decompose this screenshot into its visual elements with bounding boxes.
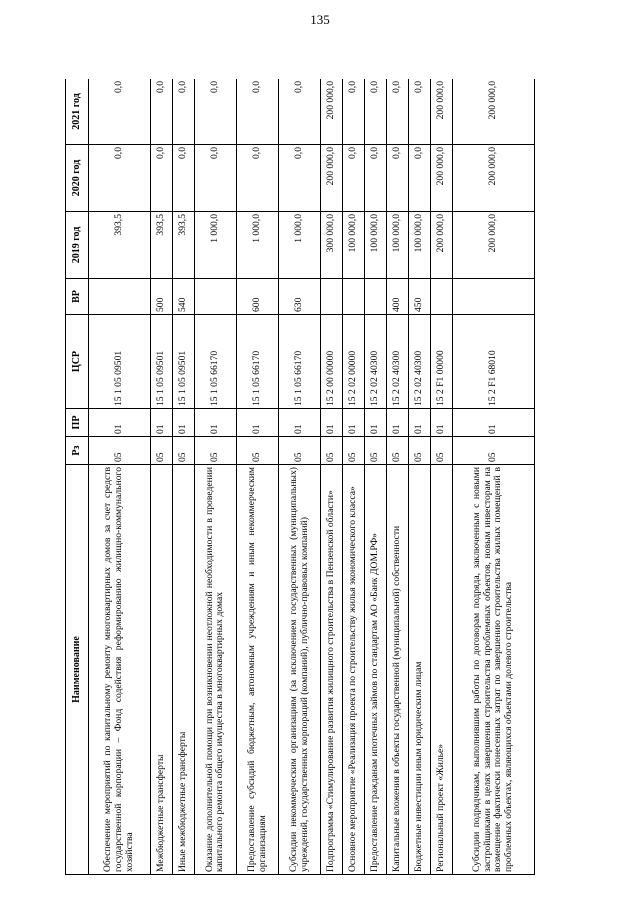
- table-row: [452, 79, 534, 875]
- row-csr: 15 1 05 66170: [194, 315, 236, 409]
- row-2019: 1 000,0: [194, 212, 236, 279]
- row-vr: 450: [408, 279, 430, 315]
- row-name: Иные межбюджетные трансферты: [173, 465, 195, 875]
- row-2019: 393,5: [173, 212, 195, 279]
- row-pr: 01: [364, 409, 386, 437]
- header-rz: Рз: [66, 437, 89, 465]
- row-rz: 05: [151, 437, 173, 465]
- row-vr: 600: [237, 279, 279, 315]
- header-2021: 2021 год: [66, 79, 89, 145]
- row-vr: [321, 279, 343, 315]
- row-2020: 200 000,0: [452, 145, 534, 212]
- row-rz: 05: [237, 437, 279, 465]
- table-header-row: [66, 79, 89, 875]
- header-name: Наименование: [66, 465, 89, 875]
- table-row: [194, 79, 236, 875]
- budget-table: [65, 79, 535, 875]
- row-name: Субсидии некоммерческим организациям (за исключением государственных (муниципальных) учреждений, государственных корпораций (компаний), публично-правовых компаний): [279, 465, 321, 875]
- row-2021: 0,0: [408, 79, 430, 145]
- row-name: Основное мероприятие «Реализация проекта по строительству жилья экономического класса»: [342, 465, 364, 875]
- row-rz: 05: [364, 437, 386, 465]
- row-rz: 05: [342, 437, 364, 465]
- row-vr: [89, 279, 151, 315]
- row-pr: 01: [408, 409, 430, 437]
- header-2020: 2020 год: [66, 145, 89, 212]
- row-rz: 05: [386, 437, 408, 465]
- row-name: Предоставление субсидий бюджетным, автономным учреждениям и иным некоммерческим организациям: [237, 465, 279, 875]
- row-csr: 15 2 02 40300: [364, 315, 386, 409]
- row-2020: 200 000,0: [321, 145, 343, 212]
- row-2021: 0,0: [173, 79, 195, 145]
- row-2021: 0,0: [342, 79, 364, 145]
- row-2021: 0,0: [386, 79, 408, 145]
- row-pr: 01: [452, 409, 534, 437]
- row-2021: 200 000,0: [430, 79, 452, 145]
- row-2019: 100 000,0: [364, 212, 386, 279]
- row-rz: 05: [173, 437, 195, 465]
- row-2019: 100 000,0: [342, 212, 364, 279]
- row-2020: 0,0: [173, 145, 195, 212]
- row-2020: 0,0: [194, 145, 236, 212]
- row-vr: 540: [173, 279, 195, 315]
- row-2019: 1 000,0: [279, 212, 321, 279]
- row-csr: 15 2 00 00000: [321, 315, 343, 409]
- row-2019: 393,5: [89, 212, 151, 279]
- header-csr: ЦСР: [66, 315, 89, 409]
- row-pr: 01: [321, 409, 343, 437]
- row-name: Предоставление гражданам ипотечных займов по стандартам АО «Банк ДОМ.РФ»: [364, 465, 386, 875]
- row-pr: 01: [279, 409, 321, 437]
- row-rz: 05: [430, 437, 452, 465]
- row-2019: 300 000,0: [321, 212, 343, 279]
- row-name: Обеспечение мероприятий по капитальному ремонту многоквартирных домов за счет средств государственной корпорации – Фонд содействия реформированию жилищно-коммунального хозяйства: [89, 465, 151, 875]
- row-csr: 15 1 05 09501: [89, 315, 151, 409]
- row-csr: 15 2 F1 00000: [430, 315, 452, 409]
- row-2019: 200 000,0: [452, 212, 534, 279]
- row-vr: 500: [151, 279, 173, 315]
- row-pr: 01: [173, 409, 195, 437]
- row-2021: 0,0: [237, 79, 279, 145]
- header-pr: ПР: [66, 409, 89, 437]
- row-csr: 15 2 02 40300: [408, 315, 430, 409]
- row-rz: 05: [321, 437, 343, 465]
- row-2020: 0,0: [386, 145, 408, 212]
- row-csr: 15 2 F1 68010: [452, 315, 534, 409]
- row-rz: 05: [89, 437, 151, 465]
- row-2019: 200 000,0: [430, 212, 452, 279]
- row-name: Бюджетные инвестиции иным юридическим лицам: [408, 465, 430, 875]
- row-vr: [194, 279, 236, 315]
- row-2021: 0,0: [89, 79, 151, 145]
- row-2020: 0,0: [279, 145, 321, 212]
- row-2020: 200 000,0: [430, 145, 452, 212]
- row-2021: 0,0: [364, 79, 386, 145]
- row-name: Межбюджетные трансферты: [151, 465, 173, 875]
- table-row: [173, 79, 195, 875]
- row-2020: 0,0: [237, 145, 279, 212]
- row-pr: 01: [194, 409, 236, 437]
- row-rz: 05: [194, 437, 236, 465]
- row-csr: 15 1 05 66170: [279, 315, 321, 409]
- row-vr: [364, 279, 386, 315]
- table-row: [408, 79, 430, 875]
- row-name: Капитальные вложения в объекты государственной (муниципальной) собственности: [386, 465, 408, 875]
- row-2019: 393,5: [151, 212, 173, 279]
- table-row: [151, 79, 173, 875]
- row-pr: 01: [151, 409, 173, 437]
- row-2021: 200 000,0: [321, 79, 343, 145]
- row-pr: 01: [89, 409, 151, 437]
- row-2020: 0,0: [408, 145, 430, 212]
- row-rz: 05: [452, 437, 534, 465]
- row-2021: 200 000,0: [452, 79, 534, 145]
- row-rz: 05: [279, 437, 321, 465]
- row-name: Подпрограмма «Стимулирование развития жилищного строительства в Пензенской области»: [321, 465, 343, 875]
- row-2021: 0,0: [151, 79, 173, 145]
- row-csr: 15 2 02 40300: [386, 315, 408, 409]
- row-vr: [342, 279, 364, 315]
- row-pr: 01: [342, 409, 364, 437]
- header-vr: ВР: [66, 279, 89, 315]
- row-2019: 1 000,0: [237, 212, 279, 279]
- page-number: 135: [310, 12, 330, 27]
- row-pr: 01: [386, 409, 408, 437]
- table-row: [89, 79, 151, 875]
- row-csr: 15 1 05 09501: [173, 315, 195, 409]
- row-name: Оказание дополнительной помощи при возникновении неотложной необходимости в проведении капитального ремонта общего имущества в многоквартирных домах: [194, 465, 236, 875]
- row-vr: [430, 279, 452, 315]
- row-rz: 05: [408, 437, 430, 465]
- row-vr: 630: [279, 279, 321, 315]
- row-2020: 0,0: [151, 145, 173, 212]
- row-2021: 0,0: [279, 79, 321, 145]
- row-2020: 0,0: [89, 145, 151, 212]
- row-2019: 100 000,0: [408, 212, 430, 279]
- row-2020: 0,0: [342, 145, 364, 212]
- header-2019: 2019 год: [66, 212, 89, 279]
- row-pr: 01: [430, 409, 452, 437]
- table-row: [430, 79, 452, 875]
- row-pr: 01: [237, 409, 279, 437]
- table-row: [279, 79, 321, 875]
- row-vr: [452, 279, 534, 315]
- row-name: Региональный проект «Жилье»: [430, 465, 452, 875]
- row-2021: 0,0: [194, 79, 236, 145]
- row-csr: 15 2 02 00000: [342, 315, 364, 409]
- row-2019: 100 000,0: [386, 212, 408, 279]
- row-vr: 400: [386, 279, 408, 315]
- row-2020: 0,0: [364, 145, 386, 212]
- table-row: [386, 79, 408, 875]
- row-name: Субсидии подрядчикам, выполнившим работы по договорам подряда, заключенным с новыми застройщиками в целях завершения строительства проблемных объектов, новым инвесторам на возмещение фактически понесенных затрат по завершению строительства жилых помещений в проблемных объектах, являющихся объектами долевого строительства: [452, 465, 534, 875]
- rotated-table-container: [65, 79, 535, 875]
- row-csr: 15 1 05 66170: [237, 315, 279, 409]
- table-row: [321, 79, 343, 875]
- table-row: [237, 79, 279, 875]
- table-row: [342, 79, 364, 875]
- row-csr: 15 1 05 09501: [151, 315, 173, 409]
- table-row: [364, 79, 386, 875]
